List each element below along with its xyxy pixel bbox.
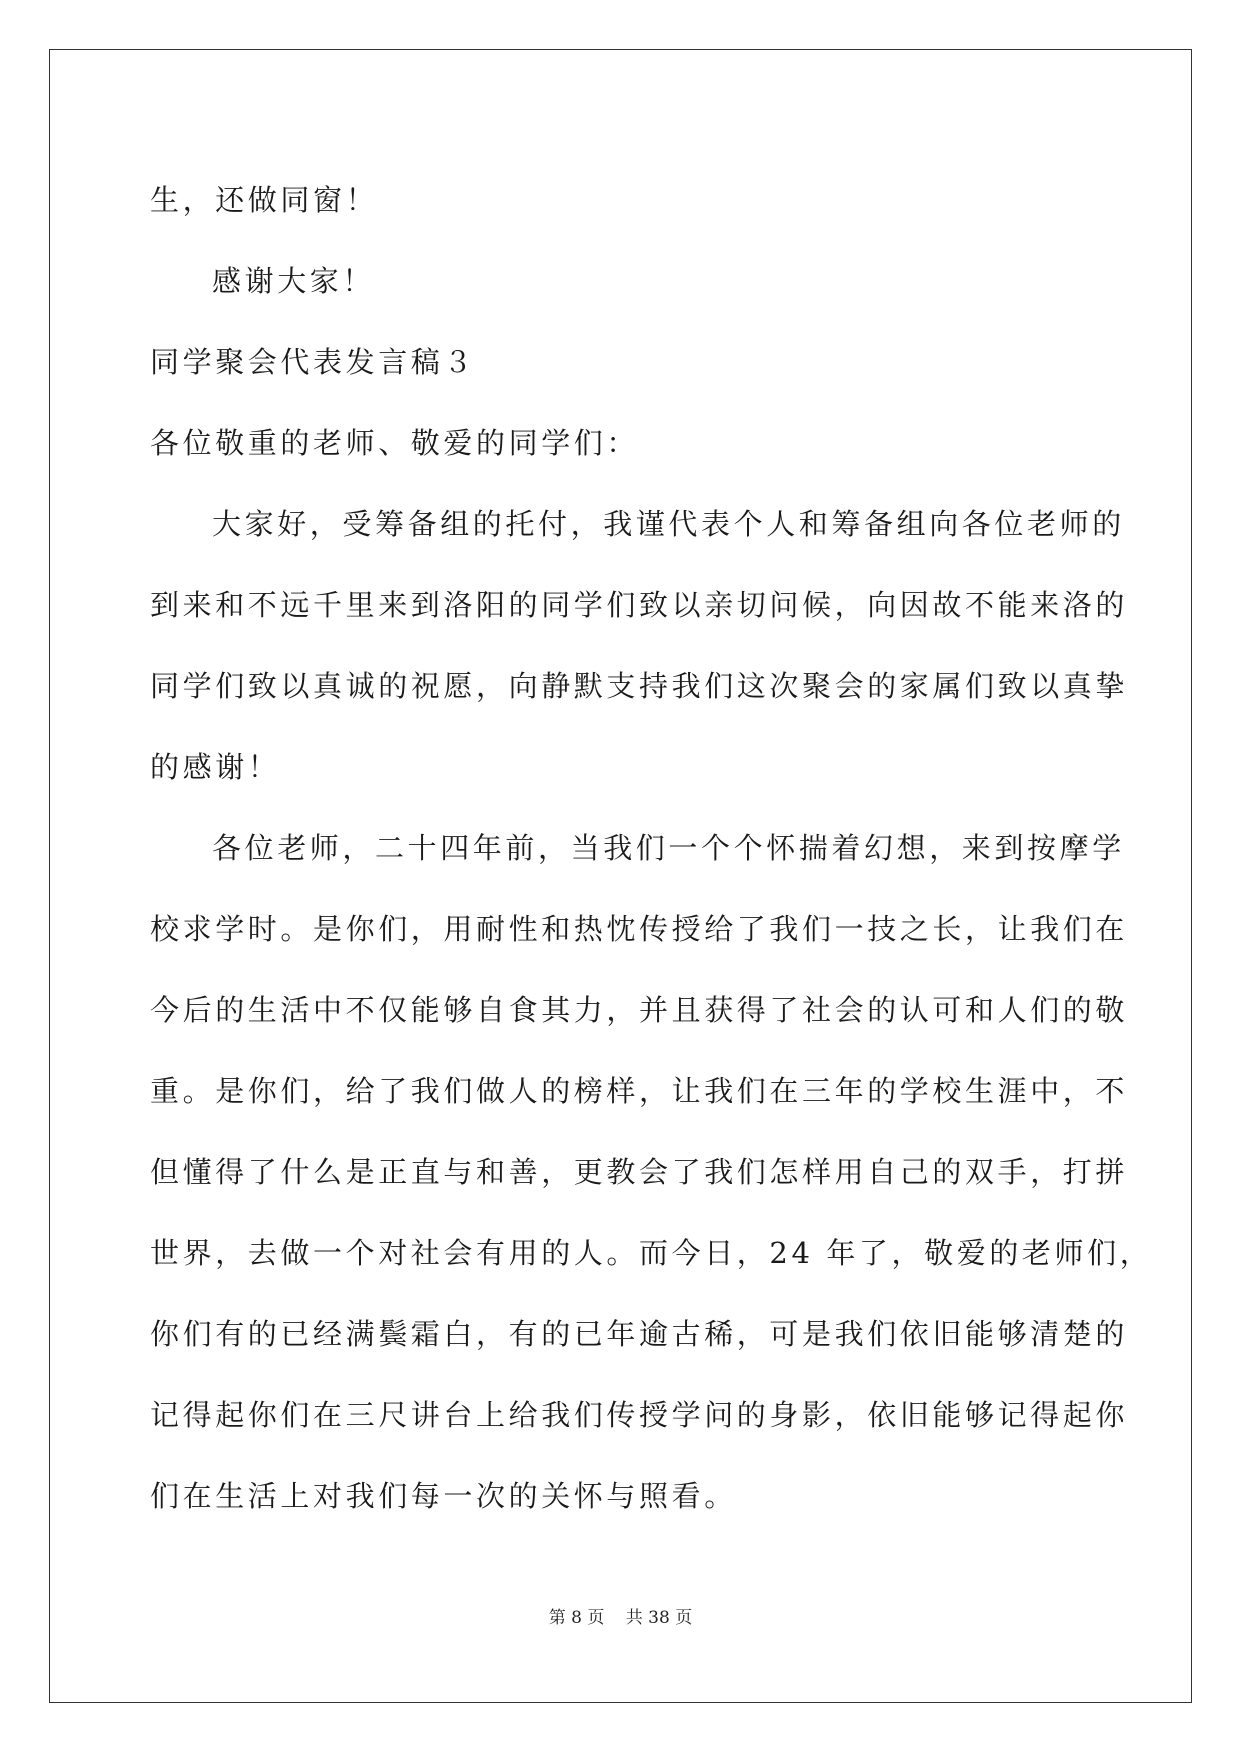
page-footer bbox=[0, 1603, 1241, 1628]
body-line: 感谢大家！ bbox=[212, 264, 376, 298]
body-line: 大家好，受筹备组的托付，我谨代表个人和筹备组向各位老师的 bbox=[212, 507, 1125, 541]
body-line: 你们有的已经满鬓霜白，有的已年逾古稀，可是我们依旧能够清楚的 bbox=[150, 1317, 1129, 1351]
body-line: 世界，去做一个对社会有用的人。而今日，24 年了，敬爱的老师们， bbox=[150, 1236, 1153, 1270]
body-line: 同学们致以真诚的祝愿，向静默支持我们这次聚会的家属们致以真挚 bbox=[150, 669, 1129, 703]
body-line: 今后的生活中不仅能够自食其力，并且获得了社会的认可和人们的敬 bbox=[150, 993, 1129, 1027]
body-line: 的感谢！ bbox=[150, 750, 281, 784]
body-line: 但懂得了什么是正直与和善，更教会了我们怎样用自己的双手，打拼 bbox=[150, 1155, 1129, 1189]
body-line: 校求学时。是你们，用耐性和热忱传授给了我们一技之长，让我们在 bbox=[150, 912, 1129, 946]
body-line: 生，还做同窗！ bbox=[150, 183, 379, 217]
body-line: 到来和不远千里来到洛阳的同学们致以亲切问候，向因故不能来洛的 bbox=[150, 588, 1129, 622]
body-line: 重。是你们，给了我们做人的榜样，让我们在三年的学校生涯中，不 bbox=[150, 1074, 1129, 1108]
body-line: 们在生活上对我们每一次的关怀与照看。 bbox=[150, 1479, 737, 1513]
page-number: 第 8 页 bbox=[548, 1608, 605, 1628]
section-heading: 同学聚会代表发言稿３ bbox=[150, 345, 477, 379]
page-total: 共 38 页 bbox=[625, 1608, 693, 1628]
document-body bbox=[150, 160, 1153, 1537]
salutation: 各位敬重的老师、敬爱的同学们： bbox=[150, 426, 640, 460]
body-line: 各位老师，二十四年前，当我们一个个怀揣着幻想，来到按摩学 bbox=[212, 831, 1125, 865]
body-line: 记得起你们在三尺讲台上给我们传授学问的身影，依旧能够记得起你 bbox=[150, 1398, 1129, 1432]
